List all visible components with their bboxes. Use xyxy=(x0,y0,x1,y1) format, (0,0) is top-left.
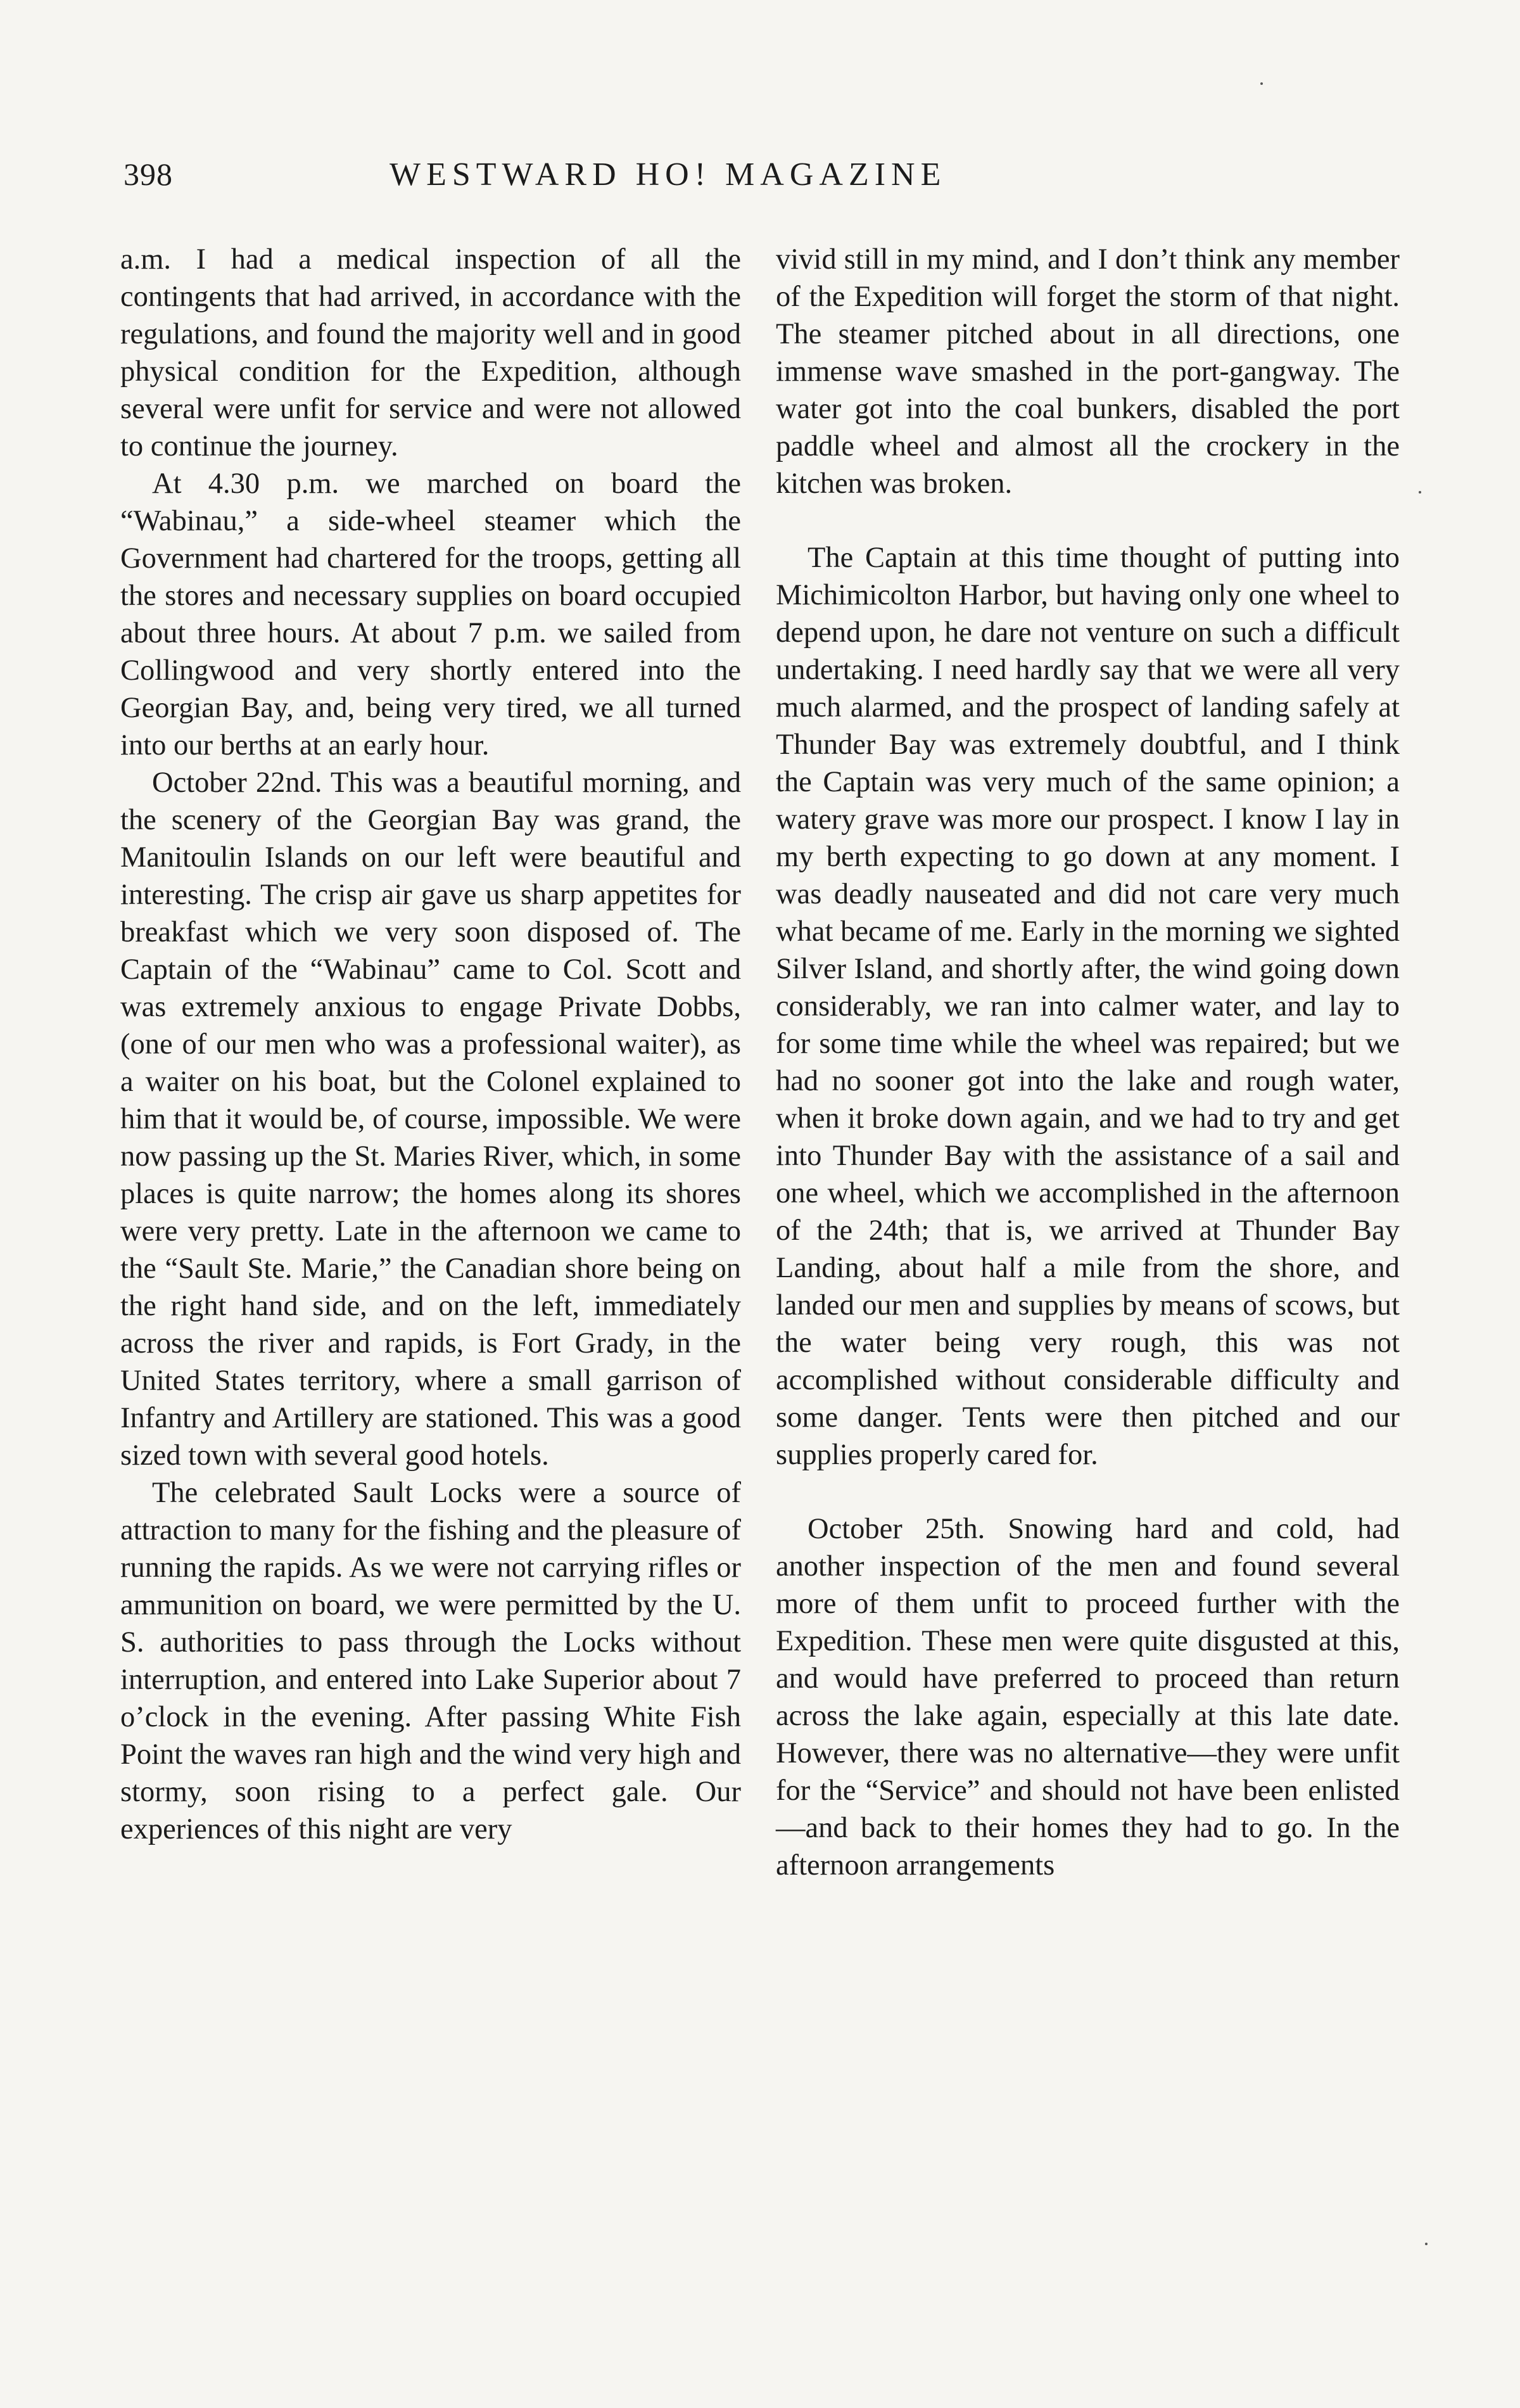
print-speck xyxy=(1419,491,1421,494)
print-speck xyxy=(1260,82,1263,85)
print-speck xyxy=(1425,2243,1428,2245)
right-column xyxy=(776,241,1400,1884)
page-number: 398 xyxy=(124,156,173,192)
paragraph: a.m. I had a medical inspection of all the contingents that had arrived, in accordance with the regulations, and found the majority well and in good physical condition for the Expedition, although several were unfit for service and were not allowed to continue the journey. xyxy=(120,243,741,462)
paragraph: At 4.30 p.m. we marched on board the “Wabinau,” a side-wheel steamer which the Government had chartered for the troops, getting all the stores and necessary supplies on board occupied about three hours. At about 7 p.m. we sailed from Collingwood and very shortly entered into the Georgian Bay, and, being very tired, we all turned into our berths at an early hour. xyxy=(120,468,741,761)
paragraph: October 25th. Snowing hard and cold, had another inspection of the men and found several more of them unfit to proceed further with the Expedition. These men were quite disgusted at this, and would have preferred to proceed than return across the lake again, especially at this late date. However, there was no alternative—they were unfit for the “Service” and should not have been enlisted—and back to their homes they had to go. In the afternoon arrangements xyxy=(776,1513,1400,1882)
paragraph: The Captain at this time thought of putting into Michimicolton Harbor, but having only one wheel to depend upon, he dare not venture on such a difficult undertaking. I need hardly say that we were all very much alarmed, and the prospect of landing safely at Thunder Bay was extremely doubtful, and I think the Captain was very much of the same opinion; a watery grave was more our prospect. I know I lay in my berth expecting to go down at any moment. I was deadly nauseated and did not care very much what became of me. Early in the morning we sighted Silver Island, and shortly after, the wind going down considerably, we ran into calmer water, and lay to for some time while the wheel was repaired; but we had no sooner got into the lake and rough water, when it broke down again, and we had to try and get into Thunder Bay with the assistance of a sail and one wheel, which we accomplished in the afternoon of the 24th; that is, we arrived at Thunder Bay Landing, about half a mile from the shore, and landed our men and supplies by means of scows, but the water being very rough, this was not accomplished without considerable difficulty and some danger. Tents were then pitched and our supplies properly cared for. xyxy=(776,542,1400,1471)
running-title: WESTWARD HO! MAGAZINE xyxy=(390,156,947,193)
paragraph: The celebrated Sault Locks were a source of attraction to many for the fishing and the pleasure of running the rapids. As we were not carrying rifles or ammunition on board, we were permitted by the U. S. authorities to pass through the Locks without interruption, and entered into Lake Superior about 7 o’clock in the evening. After passing White Fish Point the waves ran high and the wind very high and stormy, soon rising to a perfect gale. Our experiences of this night are very xyxy=(120,1477,741,1845)
paragraph: October 22nd. This was a beautiful morning, and the scenery of the Georgian Bay was grand, the Manitoulin Islands on our left were beautiful and interesting. The crisp air gave us sharp appetites for breakfast which we very soon disposed of. The Captain of the “Wabinau” came to Col. Scott and was extremely anxious to engage Private Dobbs, (one of our men who was a professional waiter), as a waiter on his boat, but the Colonel explained to him that it would be, of course, impossible. We were now passing up the St. Maries River, which, in some places is quite narrow; the homes along its shores were very pretty. Late in the afternoon we came to the “Sault Ste. Marie,” the Canadian shore being on the right hand side, and on the left, immediately across the river and rapids, is Fort Grady, in the United States territory, where a small garrison of Infantry and Artillery are stationed. This was a good sized town with several good hotels. xyxy=(120,767,741,1472)
paragraph: vivid still in my mind, and I don’t think any member of the Expedition will forget the storm of that night. The steamer pitched about in all directions, one immense wave smashed in the port-gangway. The water got into the coal bunkers, disabled the port paddle wheel and almost all the crockery in the kitchen was broken. xyxy=(776,243,1400,500)
left-column xyxy=(120,241,741,1848)
page-header xyxy=(124,156,1112,213)
